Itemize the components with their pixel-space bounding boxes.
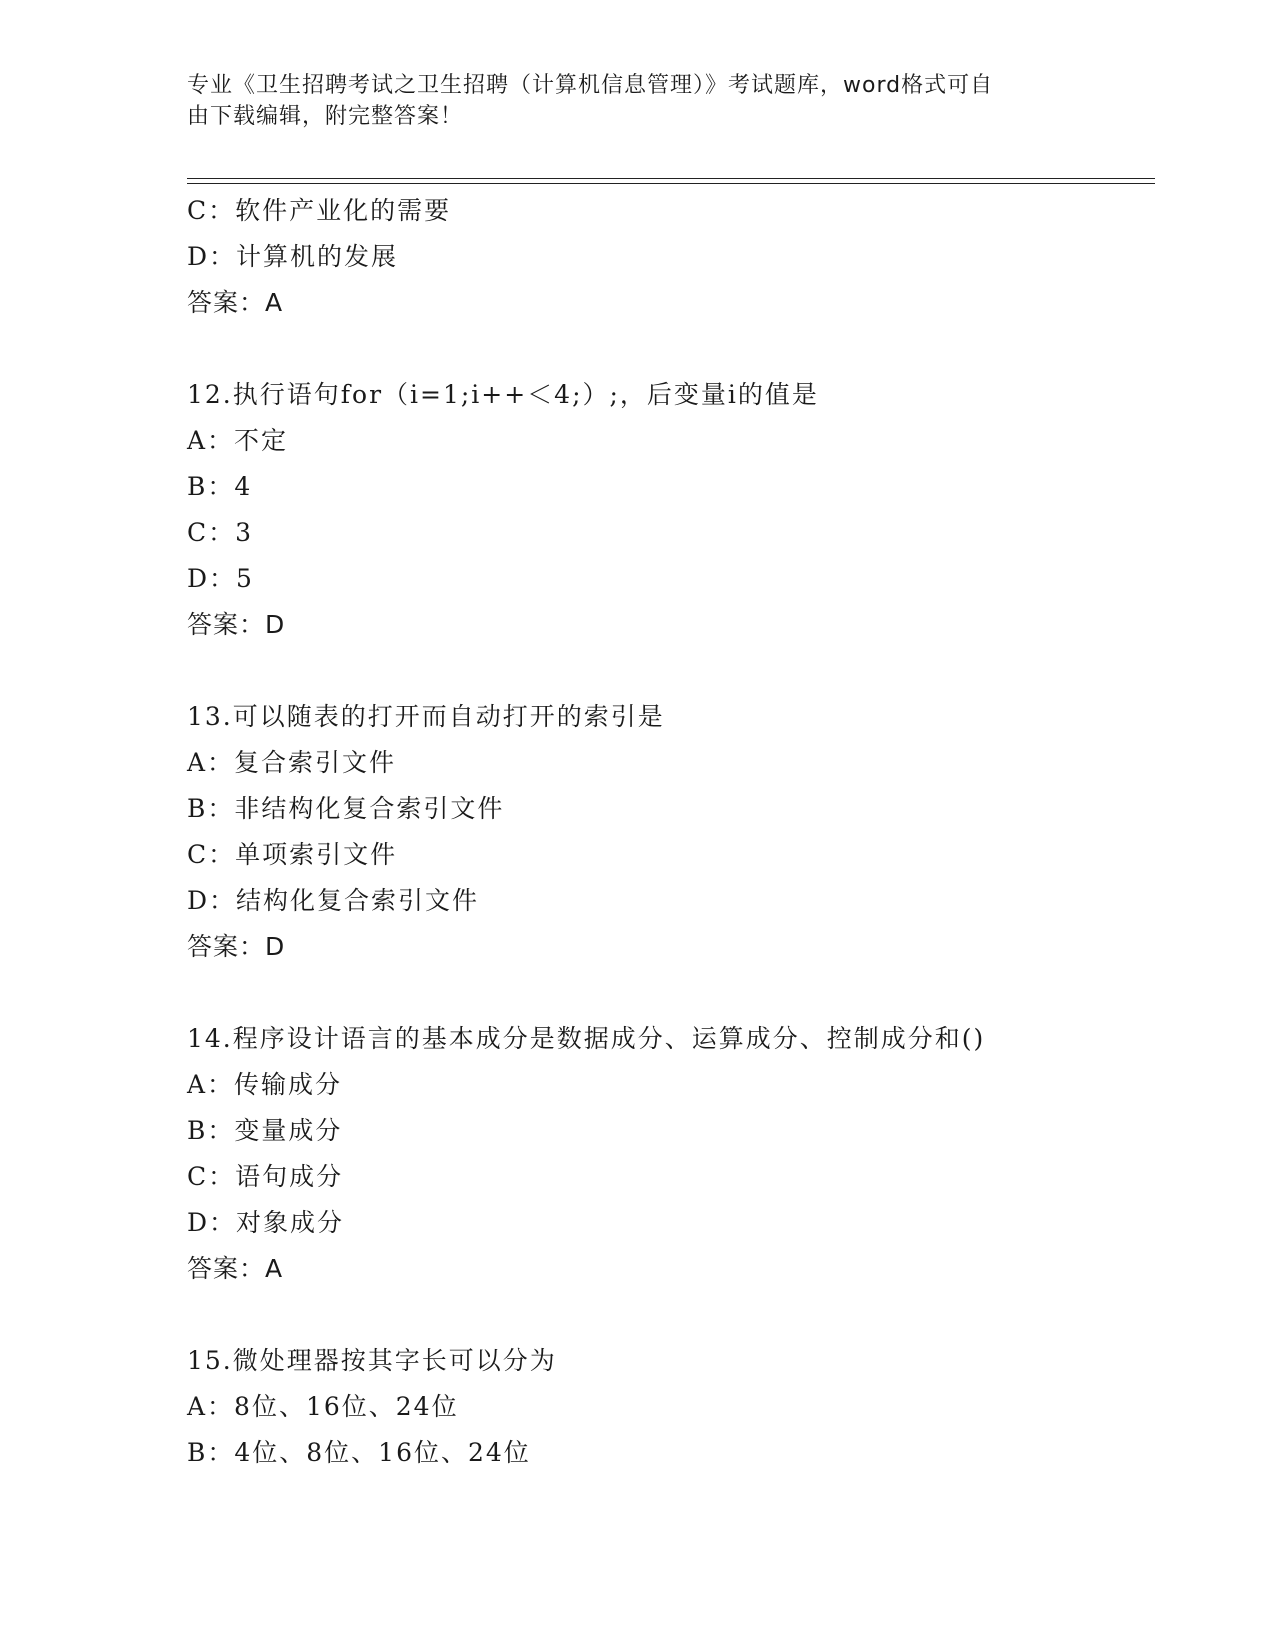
option-d: D：5 bbox=[187, 564, 254, 593]
header-line-1: 专业《卫生招聘考试之卫生招聘（计算机信息管理）》考试题库，word格式可自 bbox=[187, 73, 994, 98]
page-header bbox=[187, 70, 1067, 132]
option-b: B：非结构化复合索引文件 bbox=[187, 794, 505, 823]
option-d: D：结构化复合索引文件 bbox=[187, 886, 480, 915]
answer: 答案：D bbox=[187, 932, 286, 961]
question-14 bbox=[187, 1016, 1155, 1292]
option-a: A：传输成分 bbox=[187, 1070, 343, 1099]
spacer bbox=[187, 326, 1155, 372]
option-c: C：软件产业化的需要 bbox=[187, 196, 452, 225]
question-13 bbox=[187, 694, 1155, 970]
option-c: C：语句成分 bbox=[187, 1162, 344, 1191]
question-fragment bbox=[187, 188, 1155, 326]
answer: 答案：A bbox=[187, 288, 284, 317]
option-b: B：变量成分 bbox=[187, 1116, 343, 1145]
option-a: A：8位、16位、24位 bbox=[187, 1392, 459, 1421]
spacer bbox=[187, 648, 1155, 694]
answer: 答案：A bbox=[187, 1254, 284, 1283]
option-d: D：计算机的发展 bbox=[187, 242, 399, 271]
option-a: A：复合索引文件 bbox=[187, 748, 397, 777]
option-c: C：3 bbox=[187, 518, 254, 547]
spacer bbox=[187, 970, 1155, 1016]
question-stem: 14.程序设计语言的基本成分是数据成分、运算成分、控制成分和() bbox=[187, 1024, 986, 1053]
question-stem: 12.执行语句for（i=1;i++＜4;）;，后变量i的值是 bbox=[187, 380, 819, 409]
option-c: C：单项索引文件 bbox=[187, 840, 398, 869]
question-stem: 15.微处理器按其字长可以分为 bbox=[187, 1346, 557, 1375]
question-12 bbox=[187, 372, 1155, 648]
option-a: A：不定 bbox=[187, 426, 289, 455]
answer: 答案：D bbox=[187, 610, 286, 639]
option-b: B：4位、8位、16位、24位 bbox=[187, 1438, 531, 1467]
question-15 bbox=[187, 1338, 1155, 1476]
spacer bbox=[187, 1292, 1155, 1338]
header-divider-bottom bbox=[187, 183, 1155, 184]
header-line-2: 由下载编辑，附完整答案！ bbox=[187, 104, 464, 129]
option-b: B：4 bbox=[187, 472, 253, 501]
question-stem: 13.可以随表的打开而自动打开的索引是 bbox=[187, 702, 665, 731]
question-list bbox=[187, 188, 1155, 1476]
header-divider-top bbox=[187, 178, 1155, 179]
option-d: D：对象成分 bbox=[187, 1208, 345, 1237]
